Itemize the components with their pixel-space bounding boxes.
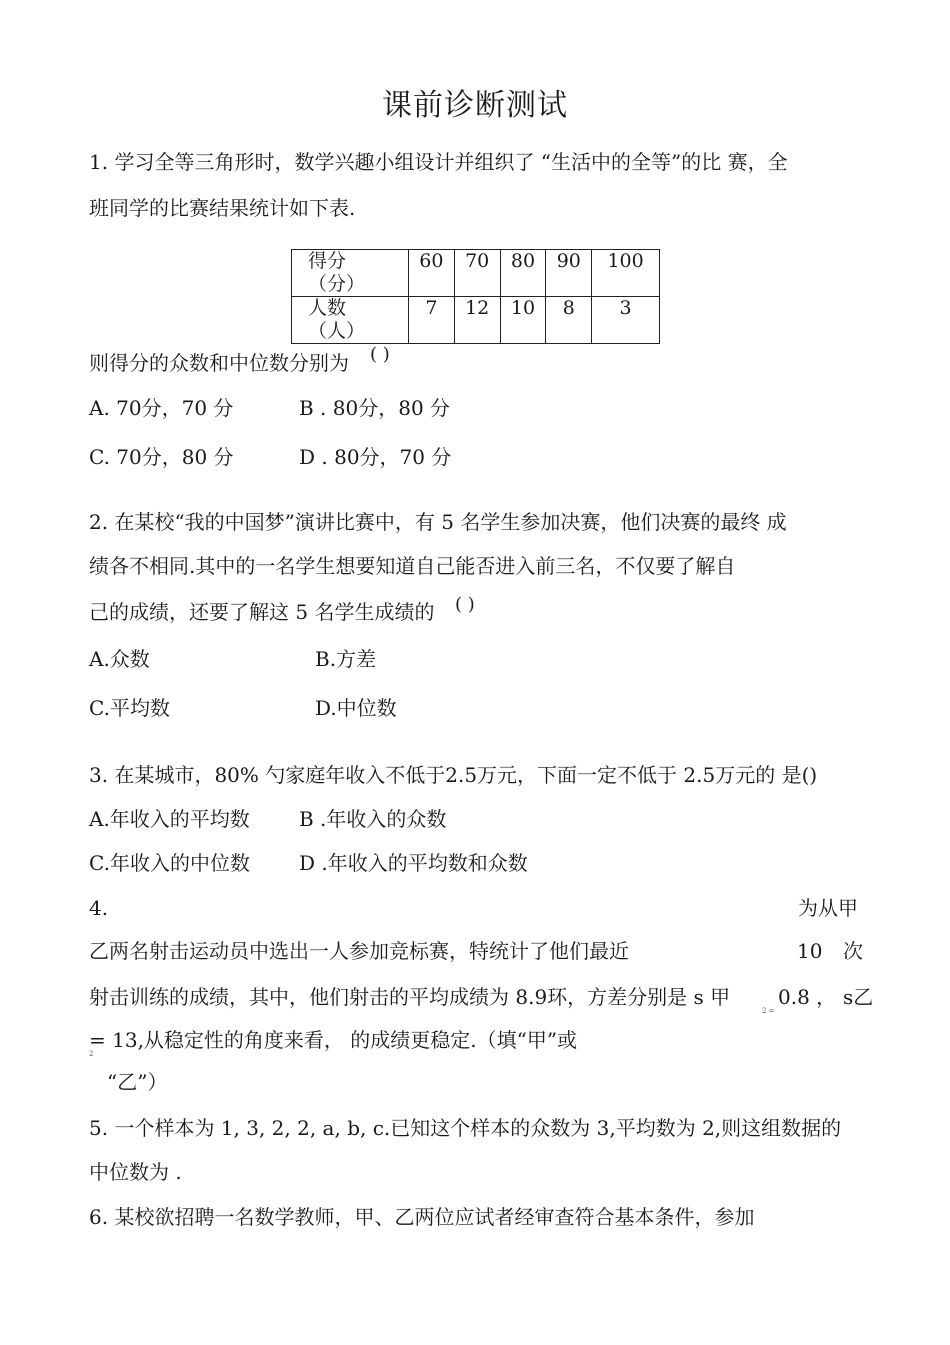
q1-stem: 则得分的众数和中位数分别为 [89, 351, 349, 375]
q3-option-c: C.年收入的中位数 [89, 851, 250, 875]
table-cell: 70 [454, 250, 500, 297]
row-head-score [292, 250, 409, 297]
q1-option-d: D . 80分，70 分 [299, 445, 452, 469]
row-head-label: 人数 [308, 297, 347, 319]
q4-line5: “乙”） [107, 1070, 168, 1094]
q2-line2: 绩各不相同.其中的一名学生想要知道自己能否进入前三名，不仅要了解自 [89, 554, 736, 578]
row-head-unit: （人） [308, 320, 366, 342]
table-cell: 12 [454, 297, 500, 344]
q2-option-c: C.平均数 [89, 696, 170, 720]
q5-line2: 中位数为 . [89, 1160, 182, 1184]
q1-line2: 班同学的比赛结果统计如下表. [89, 196, 356, 220]
answer-paren: ( ) [455, 594, 475, 615]
q2-line3: 己的成绩，还要了解这 5 名学生成绩的 [89, 600, 435, 624]
row-head-unit: （分） [308, 273, 366, 295]
table-row [292, 250, 660, 297]
q3-option-b: B .年收入的众数 [299, 807, 447, 831]
q1-line1: 1. 学习全等三角形时，数学兴趣小组设计并组织了 “生活中的全等”的比 赛，全 [89, 150, 788, 174]
q5-line1: 5. 一个样本为 1, 3, 2, 2, a, b, c.已知这个样本的众数为 3,平均数为 2,则这组数据的 [89, 1116, 842, 1140]
score-table [291, 249, 660, 344]
q4-line3-end: s乙 [843, 985, 874, 1009]
q2-option-d: D.中位数 [315, 696, 397, 720]
q2-option-a: A.众数 [89, 647, 150, 671]
q2-option-b: B.方差 [315, 647, 377, 671]
q4-line2: 乙两名射击运动员中选出一人参加竞标赛，特统计了他们最近 [89, 939, 629, 963]
q4-line2-right: 次 [843, 939, 863, 963]
q4-variance-value: 0.8 ， [778, 985, 837, 1009]
table-row [292, 297, 660, 344]
q4-line1-right: 为从甲 [798, 896, 858, 920]
q1-option-c: C. 70分，80 分 [89, 445, 234, 469]
answer-paren: ( ) [370, 344, 390, 365]
table-cell: 3 [592, 297, 660, 344]
q4-superscript: 2 [89, 1050, 94, 1058]
table-cell: 8 [546, 297, 592, 344]
table-cell: 80 [500, 250, 546, 297]
table-cell: 90 [546, 250, 592, 297]
q4-line3: 射击训练的成绩，其中，他们射击的平均成绩为 8.9环，方差分别是 s 甲 [89, 985, 731, 1009]
page-title: 课前诊断测试 [382, 88, 568, 123]
q4-number: 4. [89, 896, 109, 920]
q4-line2-number: 10 [797, 939, 823, 963]
q4-line4: = 13,从稳定性的角度来看， 的成绩更稳定.（填“甲”或 [89, 1028, 578, 1052]
table-cell: 60 [409, 250, 455, 297]
q1-option-b: B . 80分，80 分 [299, 396, 451, 420]
q6-line1: 6. 某校欲招聘一名数学教师，甲、乙两位应试者经审查符合基本条件，参加 [89, 1205, 755, 1229]
row-head-label: 得分 [308, 250, 347, 272]
table-cell: 10 [500, 297, 546, 344]
q3-line1: 3. 在某城市，80% 勺家庭年收入不低于2.5万元，下面一定不低于 2.5万元的 是() [89, 763, 818, 787]
q1-option-a: A. 70分，70 分 [89, 396, 234, 420]
row-head-count [292, 297, 409, 344]
table-cell: 100 [592, 250, 660, 297]
q2-line1: 2. 在某校“我的中国梦”演讲比赛中，有 5 名学生参加决赛，他们决赛的最终 成 [89, 510, 787, 534]
q3-option-a: A.年收入的平均数 [89, 807, 250, 831]
table-cell: 7 [409, 297, 455, 344]
q4-superscript: 2 = [762, 1007, 775, 1015]
q3-option-d: D .年收入的平均数和众数 [299, 851, 528, 875]
